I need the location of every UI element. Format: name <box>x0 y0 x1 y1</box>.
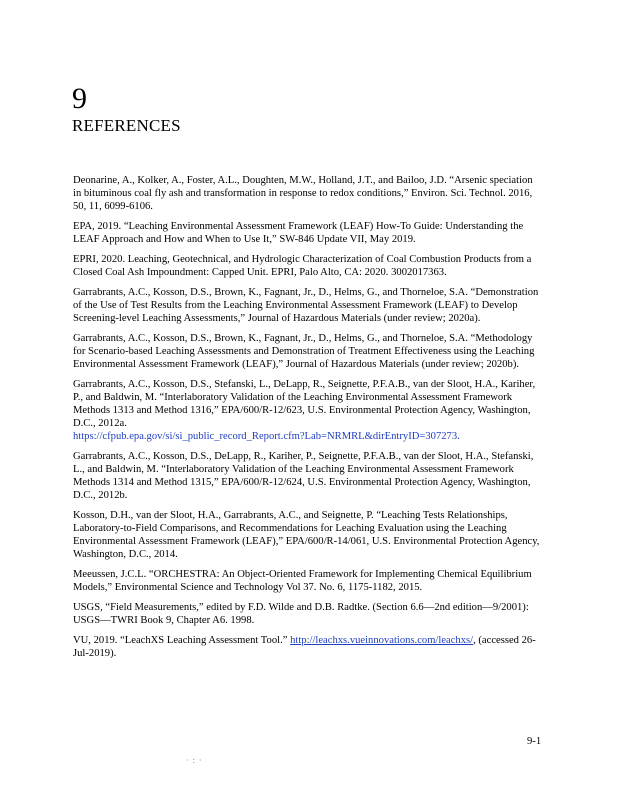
reference-entry <box>73 378 541 443</box>
page-number: 9-1 <box>527 736 542 747</box>
reference-text: Garrabrants, A.C., Kosson, D.S., Stefanski, L., DeLapp, R., Seignette, P.F.A.B., van der Sloot, H.A., Kariher, P., and Baldwin, M. “Interlaboratory Validation of the Leaching Environmental Assessment Framework Methods 1313 and Method 1316,” EPA/600/R-12/623, U.S. Environmental Protection Agency, Washington, D.C., 2012a. <box>73 379 536 429</box>
reference-text: Meeussen, J.C.L. “ORCHESTRA: An Object-Oriented Framework for Implementing Chemical Equilibrium Models,” Environmental Science and Technology Vol 37. No. 6, 1175-1182, 2015. <box>73 569 532 593</box>
reference-link[interactable]: https://cfpub.epa.gov/si/si_public_record_Report.cfm?Lab=NRMRL&dirEntryID=307273. <box>73 431 460 442</box>
reference-entry <box>73 220 541 246</box>
reference-text: Garrabrants, A.C., Kosson, D.S., Brown, K., Fagnant, Jr., D., Helms, G., and Thorneloe, S.A. “Methodology for Scenario-based Leaching Assessments and Demonstration of Treatment Effectiveness using the Leaching Environmental Assessment Framework (LEAF),” Journal of Hazardous Materials (under review; 2020b). <box>73 333 535 370</box>
reference-text: Garrabrants, A.C., Kosson, D.S., DeLapp, R., Kariher, P., Seignette, P.F.A.B., van der Sloot, H.A., Stefanski, L., and Baldwin, M. “Interlaboratory Validation of the Leaching Environmental Assessment Framework Methods 1314 and Method 1315,” EPA/600/R-12/624, U.S. Environmental Protection Agency, Washington, D.C., 2012b. <box>73 451 534 501</box>
reference-entry <box>73 450 541 502</box>
footer-dots: ·:· <box>186 756 206 765</box>
reference-text-after: , (accessed 26-Jul-2019). <box>73 635 536 659</box>
reference-text: Kosson, D.H., van der Sloot, H.A., Garrabrants, A.C., and Seignette, P. “Leaching Tests Relationships, Laboratory-to-Field Comparisons, and Recommendations for Leaching Evaluation using the Leaching Environmental Assessment Framework (LEAF),” EPA/600/R-14/061, U.S. Environmental Protection Agency, Washington, D.C., 2014. <box>73 510 540 560</box>
reference-entry <box>73 568 541 594</box>
reference-entry <box>73 286 541 325</box>
reference-link[interactable]: http://leachxs.vueinnovations.com/leachxs/ <box>290 635 474 646</box>
reference-entry <box>73 332 541 371</box>
reference-entry <box>73 253 541 279</box>
reference-text: Garrabrants, A.C., Kosson, D.S., Brown, K., Fagnant, Jr., D., Helms, G., and Thorneloe, S.A. “Demonstration of the Use of Test Results from the Leaching Environmental Assessment Framework (LEAF) to Develop Screening-level Leaching Assessments,” Journal of Hazardous Materials (under review; 2020a). <box>73 287 539 324</box>
reference-entry <box>73 174 541 213</box>
reference-entry <box>73 601 541 627</box>
chapter-title: REFERENCES <box>72 116 181 135</box>
reference-text: EPA, 2019. “Leaching Environmental Assessment Framework (LEAF) How-To Guide: Understanding the LEAF Approach and How and When to Use It,” SW-846 Update VII, May 2019. <box>73 221 524 245</box>
reference-text: VU, 2019. “LeachXS Leaching Assessment Tool.” <box>73 635 288 646</box>
reference-text: USGS, “Field Measurements,” edited by F.D. Wilde and D.B. Radtke. (Section 6.6—2nd edition—9/2001): USGS—TWRI Book 9, Chapter A6. 1998. <box>73 602 529 626</box>
chapter-number: 9 <box>72 82 87 115</box>
reference-entry <box>73 509 541 561</box>
reference-text: EPRI, 2020. Leaching, Geotechnical, and Hydrologic Characterization of Coal Combustion Products from a Closed Coal Ash Impoundment: Capped Unit. EPRI, Palo Alto, CA: 2020. 3002017363. <box>73 254 532 278</box>
reference-text: Deonarine, A., Kolker, A., Foster, A.L., Doughten, M.W., Holland, J.T., and Bailoo, J.D. “Arsenic speciation in bituminous coal fly ash and transformation in response to redox conditions,” Environ. Sci. Technol. 2016, 50, 11, 6099-6106. <box>73 175 533 212</box>
reference-entry <box>73 634 541 660</box>
reference-list <box>73 174 541 667</box>
